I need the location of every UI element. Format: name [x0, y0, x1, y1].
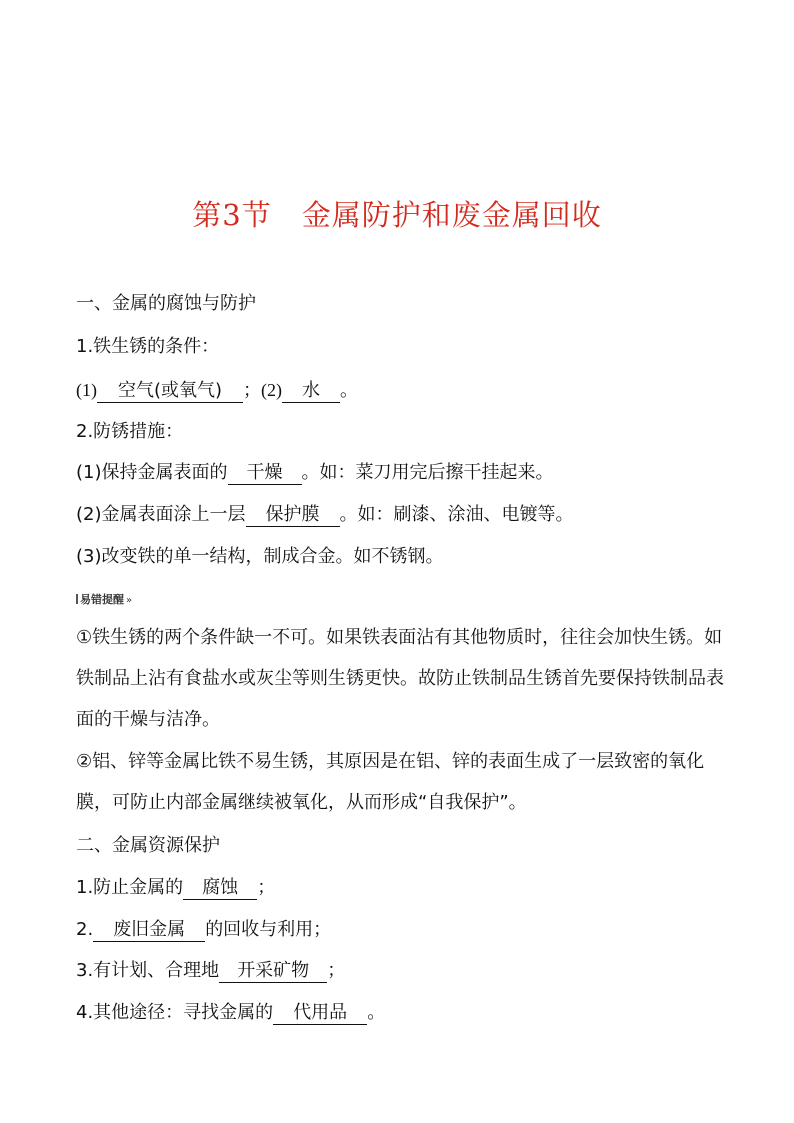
measure2-suffix: 。如：刷漆、涂油、电镀等。 — [339, 504, 574, 525]
resource-item1-suffix: ； — [257, 877, 276, 898]
resource-item1 — [76, 876, 275, 900]
title-topic: 金属防护和废金属回收 — [301, 198, 602, 232]
section1-heading: 一、金属的腐蚀与防护 — [76, 293, 256, 314]
resource-item3 — [76, 959, 345, 983]
tip-paragraph-2: ②铝、锌等金属比铁不易生锈，其原因是在铝、锌的表面生成了一层致密的氧化膜，可防止内部金属继续被氧化，从而形成“自我保护”。 — [76, 751, 705, 813]
tip-bar-icon — [76, 594, 78, 604]
resource-item1-answer-blank: 腐蚀 — [183, 877, 257, 900]
measure2-prefix: (2)金属表面涂上一层 — [76, 504, 246, 525]
resource-item2-suffix: 的回收与利用； — [205, 919, 332, 940]
resource-item1-prefix: 1.防止金属的 — [76, 877, 184, 898]
cond-end: 。 — [340, 380, 358, 401]
item2-title: 2.防锈措施： — [76, 421, 184, 442]
section2-heading: 二、金属资源保护 — [76, 835, 220, 856]
tip-paragraph-1: ①铁生锈的两个条件缺一不可。如果铁表面沾有其他物质时，往往会加快生锈。如铁制品上沾有食盐水或灰尘等则生锈更快。故防止铁制品生锈首先要保持铁制品表面的干燥与洁净。 — [76, 627, 724, 730]
measure1-line — [76, 461, 554, 485]
item1-title: 1.铁生锈的条件： — [76, 336, 220, 357]
cond2-answer-blank: 水 — [282, 380, 340, 403]
resource-item4-answer-blank: 代用品 — [273, 1002, 367, 1025]
title-part2: 节 — [241, 198, 272, 232]
rust-conditions-line — [76, 378, 358, 403]
tip-chevron-icon: » — [126, 595, 133, 606]
resource-item4 — [76, 1001, 385, 1025]
resource-item3-answer-blank: 开采矿物 — [219, 960, 327, 983]
measure1-suffix: 。如：菜刀用完后擦干挂起来。 — [301, 462, 554, 483]
resource-item3-prefix: 3.有计划、合理地 — [76, 960, 220, 981]
cond-separator: ；(2) — [243, 380, 282, 400]
page-title — [0, 193, 794, 234]
tip-label-badge — [76, 591, 132, 607]
resource-item4-suffix: 。 — [367, 1002, 386, 1023]
resource-item2-answer-blank: 废旧金属 — [93, 919, 205, 942]
measure1-answer-blank: 干燥 — [228, 462, 302, 485]
measure2-line — [76, 503, 574, 527]
measure1-prefix: (1)保持金属表面的 — [76, 462, 228, 483]
title-part1: 第 — [192, 198, 223, 232]
title-section-number: 3 — [222, 198, 242, 232]
resource-item2-prefix: 2. — [76, 919, 94, 940]
measure3-line: (3)改变铁的单一结构，制成合金。如不锈钢。 — [76, 546, 444, 567]
tip-label: 易错提醒 — [80, 593, 124, 606]
cond1-answer-blank: 空气(或氧气) — [97, 380, 243, 403]
resource-item2 — [76, 918, 331, 942]
measure2-answer-blank: 保护膜 — [246, 504, 340, 527]
cond1-prefix: (1) — [76, 380, 97, 400]
resource-item4-prefix: 4.其他途径：寻找金属的 — [76, 1002, 274, 1023]
resource-item3-suffix: ； — [327, 960, 346, 981]
